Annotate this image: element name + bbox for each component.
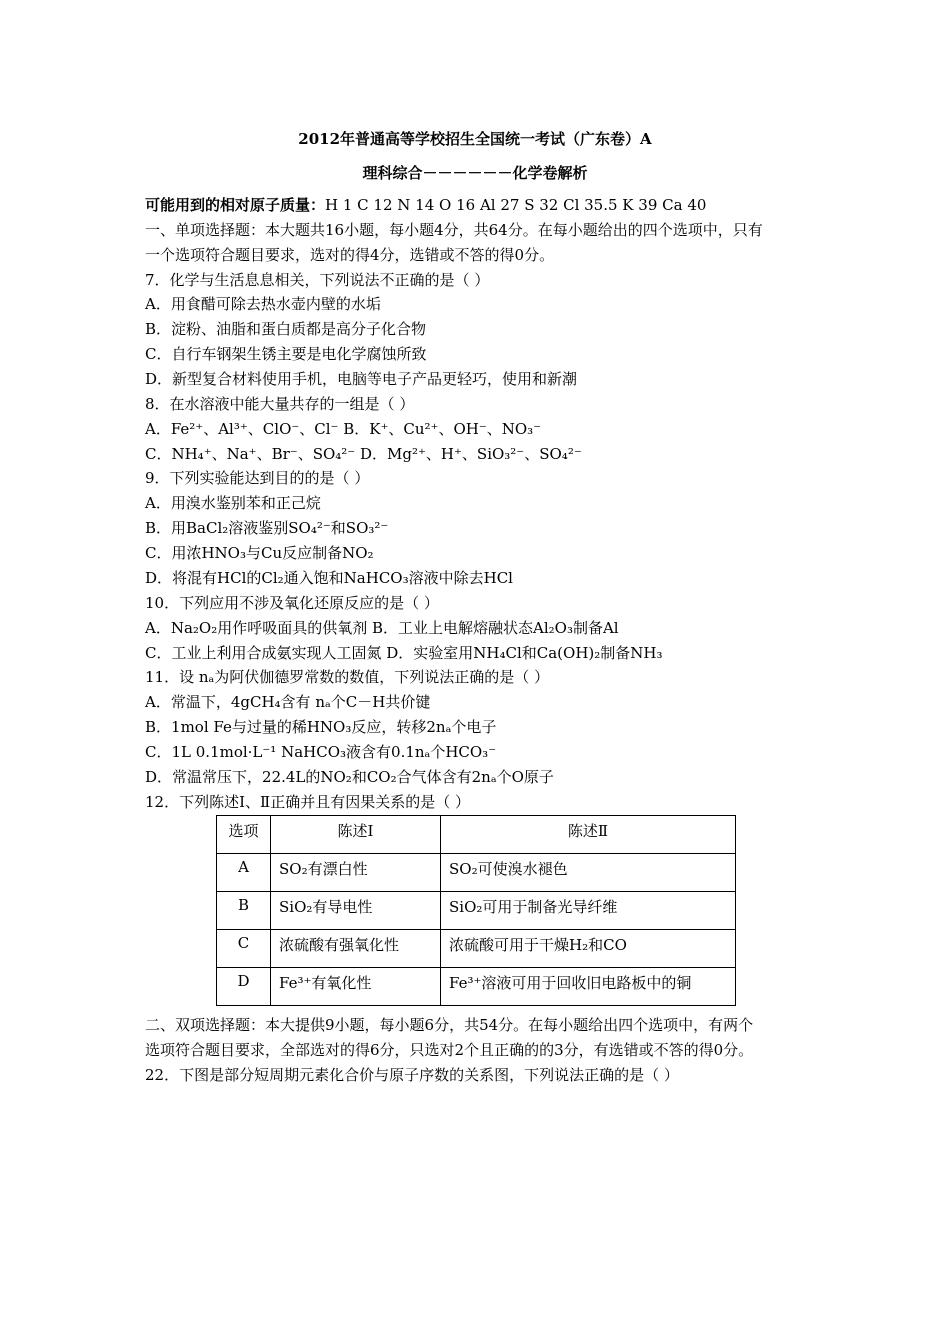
q11-option-d: D．常温常压下，22.4L的NO₂和CO₂合气体含有2nₐ个O原子	[145, 768, 554, 786]
q8-options-ab: A．Fe²⁺、Al³⁺、ClO⁻、Cl⁻ B．K⁺、Cu²⁺、OH⁻、NO₃⁻	[145, 420, 542, 438]
section2-instructions-line2: 选项符合题目要求，全部选对的得6分，只选对2个且正确的的3分，有选错或不答的得0分。	[145, 1041, 754, 1059]
table-row	[217, 892, 736, 930]
table-cell: C	[217, 930, 271, 968]
q7-stem: 7．化学与生活息息相关，下列说法不正确的是（ ）	[145, 271, 490, 289]
section1-instructions-line1: 一、单项选择题：本大题共16小题，每小题4分，共64分。在每小题给出的四个选项中，只有	[145, 221, 763, 239]
q11-option-b: B．1mol Fe与过量的稀HNO₃反应，转移2nₐ个电子	[145, 718, 497, 736]
table-header-row	[217, 816, 736, 854]
table-cell: Fe³⁺溶液可用于回收旧电路板中的铜	[441, 968, 736, 1006]
table-row	[217, 930, 736, 968]
q10-options-cd: C．工业上利用合成氨实现人工固氮 D．实验室用NH₄Cl和Ca(OH)₂制备NH₃	[145, 644, 663, 662]
q8-stem: 8．在水溶液中能大量共存的一组是（ ）	[145, 395, 415, 413]
q10-options-ab: A．Na₂O₂用作呼吸面具的供氧剂 B．工业上电解熔融状态Al₂O₃制备Al	[145, 619, 619, 637]
table-row	[217, 854, 736, 892]
table-header-cell: 选项	[217, 816, 271, 854]
table-cell: SiO₂有导电性	[271, 892, 441, 930]
table-cell: SiO₂可用于制备光导纤维	[441, 892, 736, 930]
table-cell: SO₂有漂白性	[271, 854, 441, 892]
page-title: 2012年普通高等学校招生全国统一考试（广东卷）A	[298, 130, 652, 148]
atomic-mass-label: 可能用到的相对原子质量：	[145, 196, 326, 214]
q12-table	[216, 815, 736, 1006]
q22-stem: 22．下图是部分短周期元素化合价与原子序数的关系图，下列说法正确的是（ ）	[145, 1066, 679, 1084]
q7-option-a: A．用食醋可除去热水壶内壁的水垢	[145, 295, 381, 313]
q7-option-b: B．淀粉、油脂和蛋白质都是高分子化合物	[145, 320, 427, 338]
table-cell: SO₂可使溴水褪色	[441, 854, 736, 892]
q11-option-a: A．常温下，4gCH₄含有 nₐ个C－H共价键	[145, 693, 431, 711]
q11-option-c: C．1L 0.1mol·L⁻¹ NaHCO₃液含有0.1nₐ个HCO₃⁻	[145, 743, 497, 761]
table-header-cell: 陈述Ⅰ	[271, 816, 441, 854]
q9-stem: 9．下列实验能达到目的的是（ ）	[145, 469, 370, 487]
q7-option-c: C．自行车钢架生锈主要是电化学腐蚀所致	[145, 345, 427, 363]
q8-options-cd: C．NH₄⁺、Na⁺、Br⁻、SO₄²⁻ D．Mg²⁺、H⁺、SiO₃²⁻、SO₄²⁻	[145, 445, 582, 463]
section1-instructions-line2: 一个选项符合题目要求，选对的得4分，选错或不答的得0分。	[145, 246, 555, 264]
table-cell: 浓硫酸可用于干燥H₂和CO	[441, 930, 736, 968]
q10-stem: 10．下列应用不涉及氧化还原反应的是（ ）	[145, 594, 439, 612]
q9-option-b: B．用BaCl₂溶液鉴别SO₄²⁻和SO₃²⁻	[145, 519, 389, 537]
table-cell: D	[217, 968, 271, 1006]
table-header-cell: 陈述Ⅱ	[441, 816, 736, 854]
table-cell: 浓硫酸有强氧化性	[271, 930, 441, 968]
q11-stem: 11．设 nₐ为阿伏伽德罗常数的数值，下列说法正确的是（ ）	[145, 668, 550, 686]
atomic-mass-values: H 1 C 12 N 14 O 16 Al 27 S 32 Cl 35.5 K 39 Ca 40	[325, 196, 707, 214]
q9-option-d: D．将混有HCl的Cl₂通入饱和NaHCO₃溶液中除去HCl	[145, 569, 513, 587]
q12-stem: 12．下列陈述Ⅰ、Ⅱ正确并且有因果关系的是（ ）	[145, 793, 470, 811]
q7-option-d: D．新型复合材料使用手机，电脑等电子产品更轻巧，使用和新潮	[145, 370, 578, 388]
table-row	[217, 968, 736, 1006]
atomic-mass-line	[145, 195, 825, 215]
page-subtitle: 理科综合－－－－－－化学卷解析	[362, 164, 588, 182]
q9-option-a: A．用溴水鉴别苯和正己烷	[145, 494, 321, 512]
table-cell: A	[217, 854, 271, 892]
table-cell: B	[217, 892, 271, 930]
q9-option-c: C．用浓HNO₃与Cu反应制备NO₂	[145, 544, 374, 562]
section2-instructions-line1: 二、双项选择题：本大提供9小题，每小题6分，共54分。在每小题给出四个选项中，有两个	[145, 1016, 754, 1034]
table-cell: Fe³⁺有氧化性	[271, 968, 441, 1006]
